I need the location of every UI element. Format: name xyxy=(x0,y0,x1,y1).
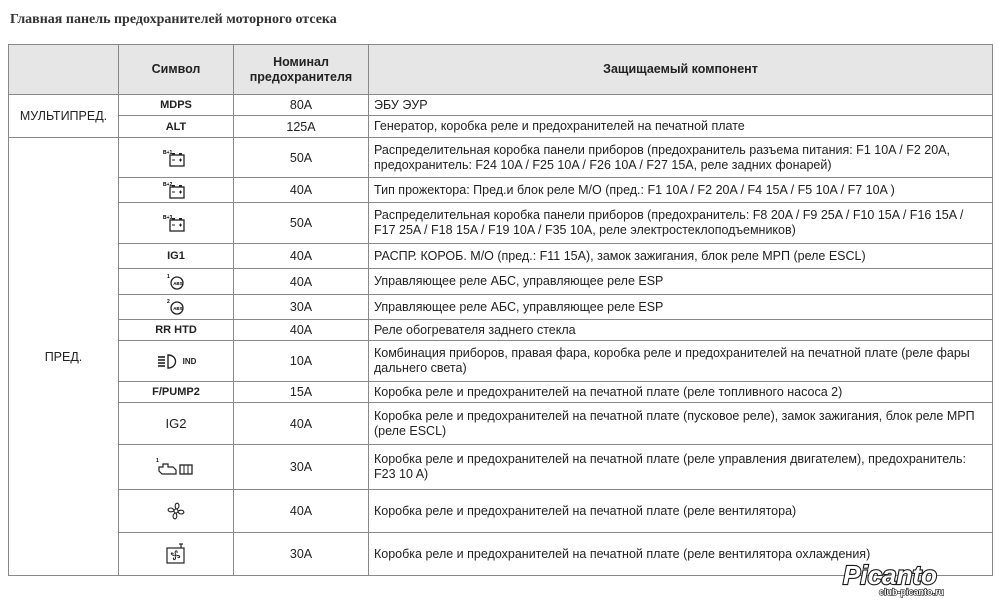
table-row xyxy=(9,403,993,445)
svg-text:2: 2 xyxy=(167,299,170,305)
rating-cell: 30A xyxy=(234,295,369,320)
svg-text:ABS: ABS xyxy=(173,280,183,286)
engine-control-icon xyxy=(154,455,198,479)
watermark-url: club-picanto.ru xyxy=(879,587,944,597)
table-row xyxy=(9,382,993,403)
rating-cell: 40A xyxy=(234,403,369,445)
table-row xyxy=(9,269,993,295)
header-rating-line2: предохранителя xyxy=(249,69,353,84)
symbol-ig2: IG2 xyxy=(165,416,187,431)
symbol-mdps: MDPS xyxy=(119,95,234,116)
cooling-fan-icon xyxy=(163,541,189,567)
rating-cell: 80A xyxy=(234,95,369,116)
component-cell: Распределительная коробка панели приборов (предохранитель: F8 20A / F9 25A / F10 15A / F16 15A / F17 25A / F18 15A / F19 10A / F35 10A, реле электростеклоподъемников) xyxy=(369,203,993,244)
abs1-icon xyxy=(162,272,190,292)
svg-text:B+2: B+2 xyxy=(163,182,173,188)
table-row xyxy=(9,203,993,244)
page-title: Главная панель предохранителей моторного отсека xyxy=(10,12,337,27)
watermark-logo xyxy=(839,554,994,598)
fuse-table xyxy=(8,44,993,576)
rating-cell: 50A xyxy=(234,203,369,244)
component-cell: Коробка реле и предохранителей на печатной плате (пусковое реле), замок зажигания, блок реле МРП (реле ESCL) xyxy=(369,403,993,445)
svg-text:1: 1 xyxy=(156,458,159,464)
symbol-ind-label: IND xyxy=(182,356,197,366)
header-symbol: Символ xyxy=(119,45,234,95)
component-cell: Генератор, коробка реле и предохранителей на печатной плате xyxy=(369,116,993,138)
table-row xyxy=(9,295,993,320)
svg-text:B+3: B+3 xyxy=(163,215,173,221)
table-row xyxy=(9,116,993,138)
symbol-cell xyxy=(119,403,234,445)
table-header-row xyxy=(9,45,993,95)
symbol-cell xyxy=(119,341,234,382)
rating-cell: 30A xyxy=(234,533,369,576)
svg-text:B+1: B+1 xyxy=(163,149,173,156)
group-pred: ПРЕД. xyxy=(9,138,119,576)
component-cell: Коробка реле и предохранителей на печатной плате (реле вентилятора охлаждения) xyxy=(369,533,993,576)
rating-cell: 125A xyxy=(234,116,369,138)
symbol-rr-htd: RR HTD xyxy=(119,320,234,341)
table-row xyxy=(9,490,993,533)
table-row xyxy=(9,445,993,490)
fan-icon xyxy=(164,499,188,523)
rating-cell: 40A xyxy=(234,269,369,295)
symbol-cell xyxy=(119,178,234,203)
symbol-cell xyxy=(119,490,234,533)
symbol-cell xyxy=(119,269,234,295)
rating-cell: 40A xyxy=(234,178,369,203)
table-row xyxy=(9,244,993,269)
rating-cell: 30A xyxy=(234,445,369,490)
symbol-ig1: IG1 xyxy=(119,244,234,269)
header-component: Защищаемый компонент xyxy=(369,45,993,95)
rating-cell: 40A xyxy=(234,490,369,533)
table-row xyxy=(9,320,993,341)
component-cell: Управляющее реле АБС, управляющее реле ESP xyxy=(369,295,993,320)
rating-cell: 15A xyxy=(234,382,369,403)
component-cell: Тип прожектора: Пред.и блок реле М/О (пред.: F1 10A / F2 20A / F4 15A / F5 10A / F7 10A ) xyxy=(369,178,993,203)
svg-text:1: 1 xyxy=(167,273,170,280)
symbol-cell xyxy=(119,138,234,178)
component-cell: Управляющее реле АБС, управляющее реле ESP xyxy=(369,269,993,295)
table-row xyxy=(9,95,993,116)
rating-cell: 40A xyxy=(234,320,369,341)
component-cell: РАСПР. КОРОБ. М/О (пред.: F11 15A), замок зажигания, блок реле МРП (реле ESCL) xyxy=(369,244,993,269)
header-group xyxy=(9,45,119,95)
table-row xyxy=(9,341,993,382)
header-rating xyxy=(234,45,369,95)
component-cell: ЭБУ ЭУР xyxy=(369,95,993,116)
svg-text:ABS: ABS xyxy=(173,305,183,311)
component-cell: Коробка реле и предохранителей на печатной плате (реле вентилятора) xyxy=(369,490,993,533)
component-cell: Комбинация приборов, правая фара, коробка реле и предохранителей на печатной плате (реле фары дальнего света) xyxy=(369,341,993,382)
symbol-alt: ALT xyxy=(119,116,234,138)
symbol-cell xyxy=(119,533,234,576)
component-cell: Реле обогревателя заднего стекла xyxy=(369,320,993,341)
header-rating-line1: Номинал xyxy=(273,54,329,69)
abs2-icon xyxy=(162,297,190,317)
high-beam-icon xyxy=(156,353,180,369)
group-multi: МУЛЬТИПРЕД. xyxy=(9,95,119,138)
symbol-fpump2: F/PUMP2 xyxy=(119,382,234,403)
watermark-brand: Picanto xyxy=(843,560,937,590)
symbol-cell xyxy=(119,445,234,490)
component-cell: Распределительная коробка панели приборов (предохранитель разъема питания: F1 10A / F2 20A, предохранитель: F24 10A / F25 10A / F26 10A / F27 15A, реле задних фонарей) xyxy=(369,138,993,178)
rating-cell: 40A xyxy=(234,244,369,269)
symbol-cell xyxy=(119,295,234,320)
table-row xyxy=(9,178,993,203)
rating-cell: 50A xyxy=(234,138,369,178)
table-row xyxy=(9,138,993,178)
symbol-cell xyxy=(119,203,234,244)
battery-b3-icon xyxy=(161,212,191,234)
rating-cell: 10A xyxy=(234,341,369,382)
battery-b1-icon xyxy=(161,147,191,169)
battery-b2-icon xyxy=(161,179,191,201)
component-cell: Коробка реле и предохранителей на печатной плате (реле управления двигателем), предохранитель: F23 10 A) xyxy=(369,445,993,490)
component-cell: Коробка реле и предохранителей на печатной плате (реле топливного насоса 2) xyxy=(369,382,993,403)
